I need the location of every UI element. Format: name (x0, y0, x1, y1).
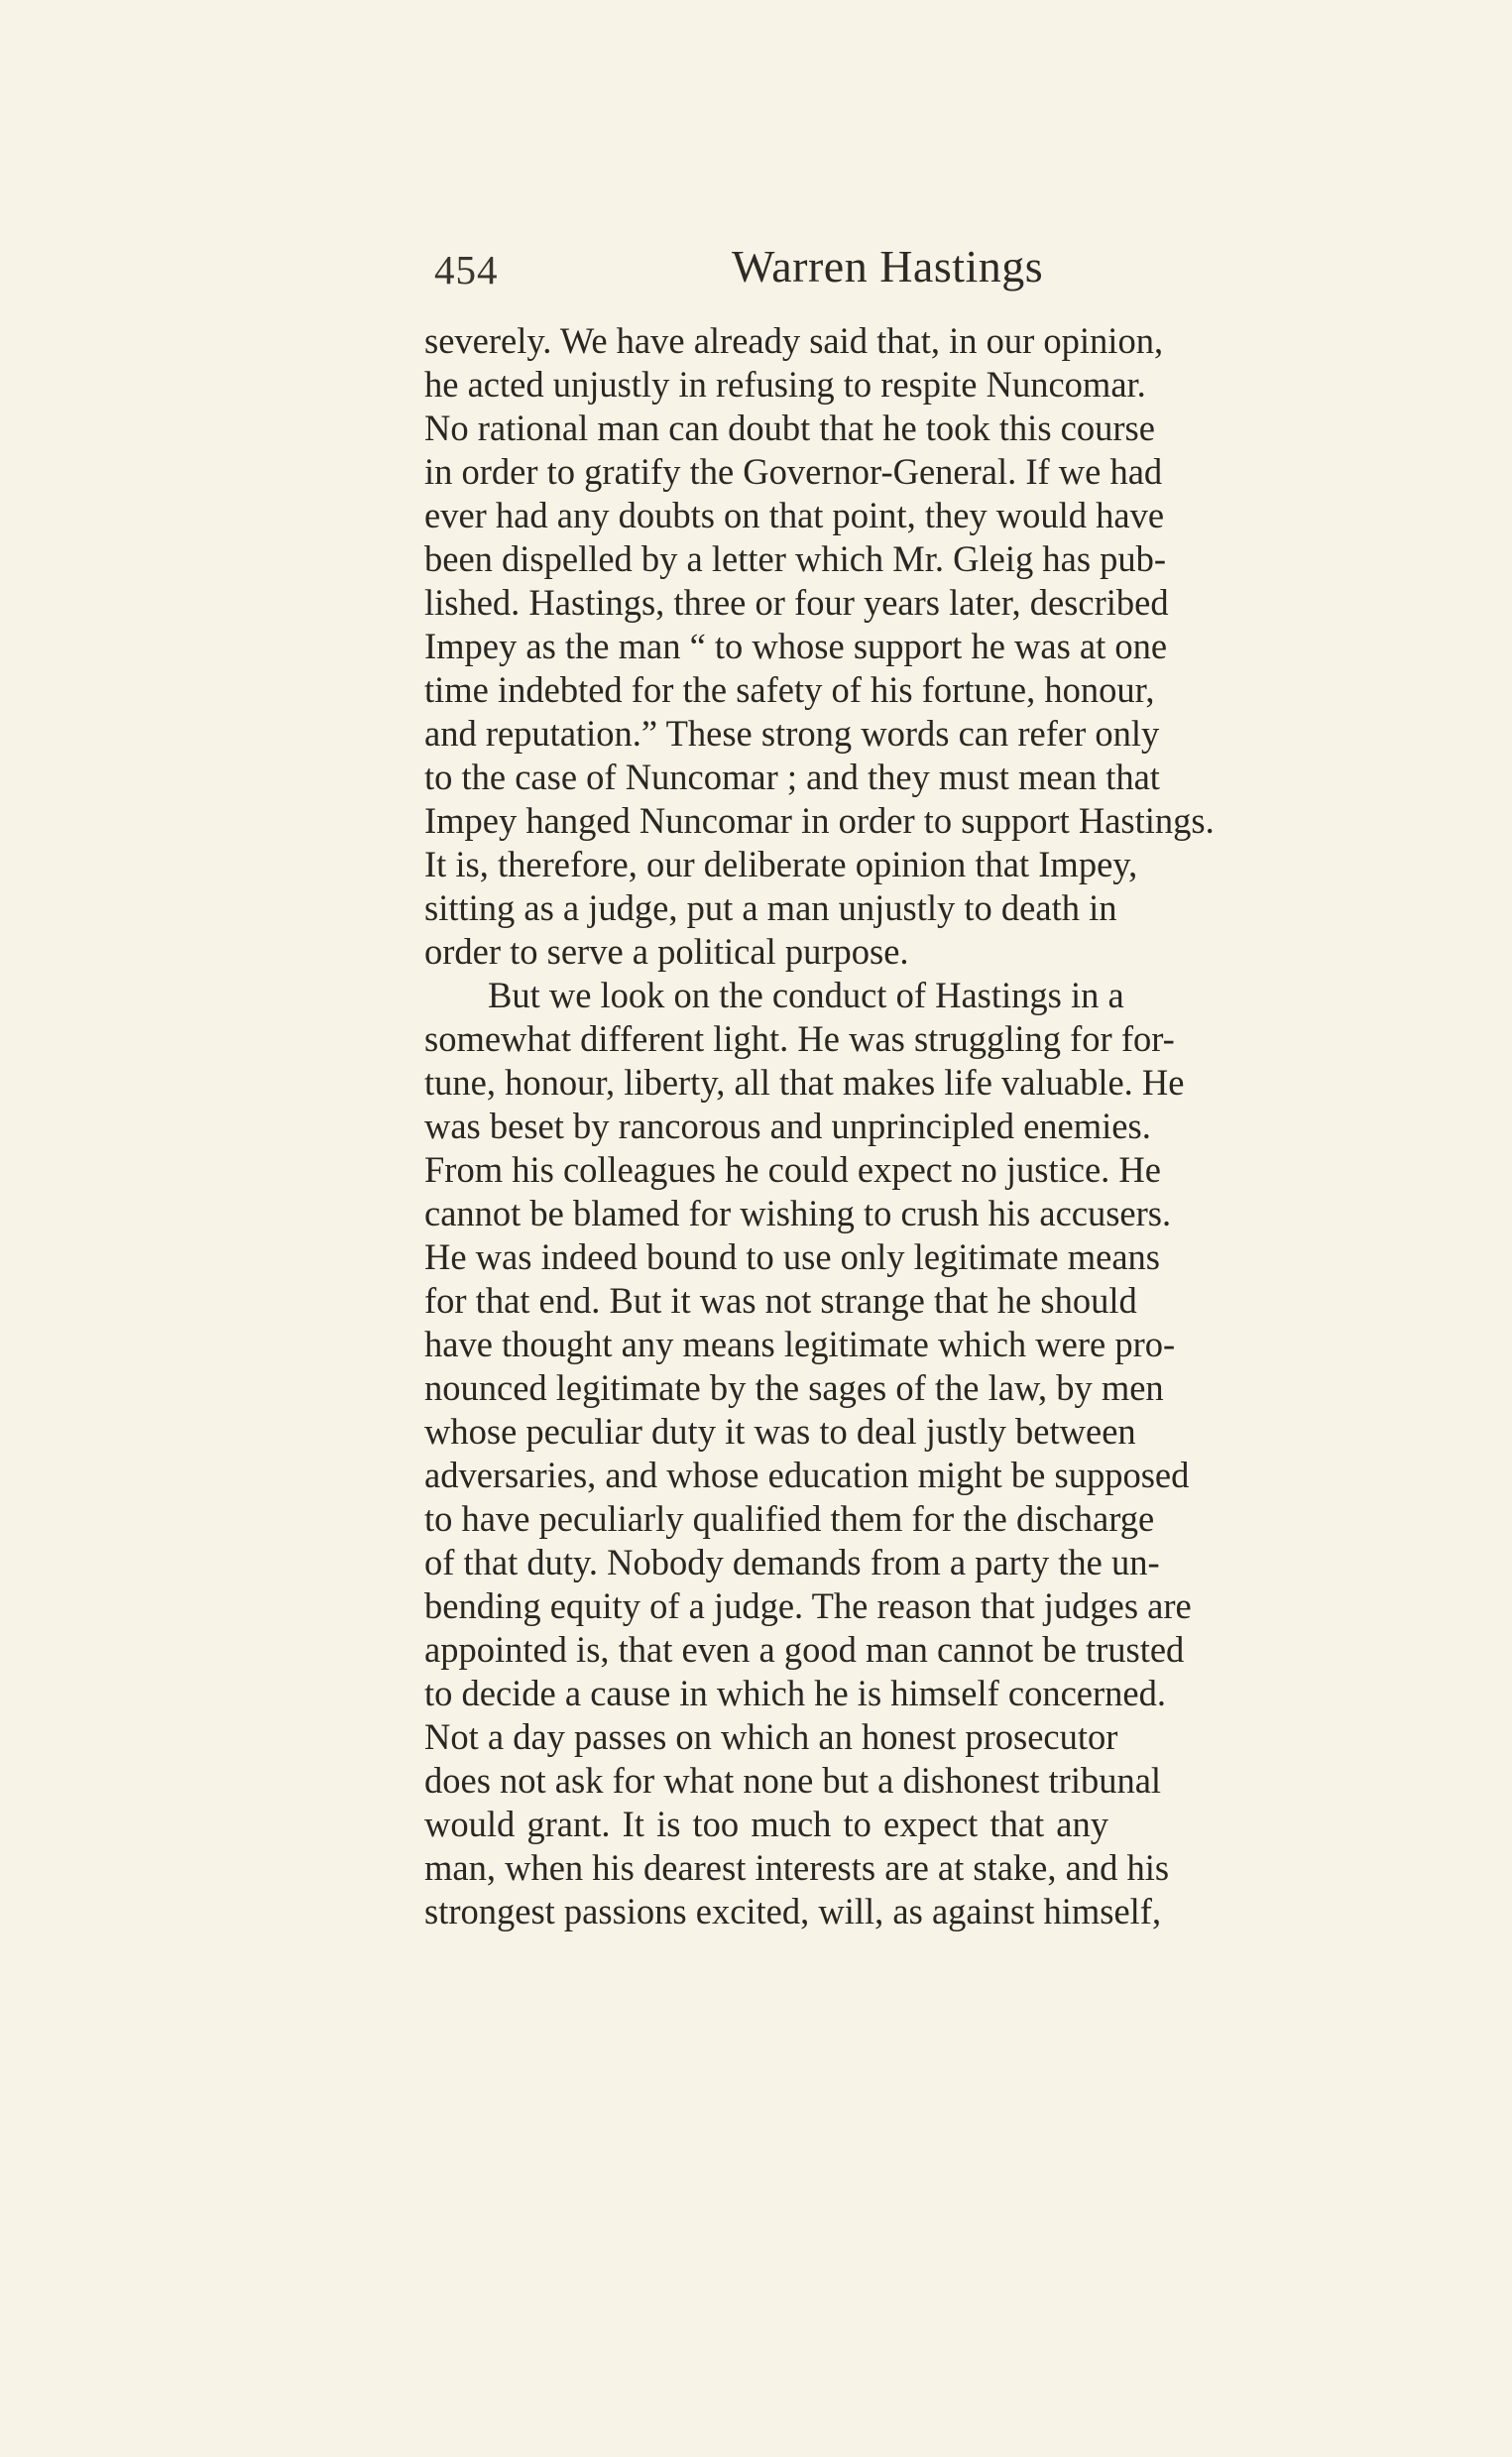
text-line: lished. Hastings, three or four years later, described (424, 582, 1169, 623)
text-line: From his colleagues he could expect no justice. He (424, 1149, 1161, 1190)
text-line: severely. We have already said that, in our opinion, (424, 320, 1164, 361)
text-line: and reputation.” These strong words can refer only (424, 713, 1160, 754)
text-line: time indebted for the safety of his fortune, honour, (424, 669, 1155, 710)
text-line: whose peculiar duty it was to deal justly between (424, 1411, 1136, 1452)
text-line: order to serve a political purpose. (424, 931, 909, 972)
text-line: of that duty. Nobody demands from a party the un- (424, 1542, 1160, 1582)
text-line: appointed is, that even a good man cannot be trusted (424, 1629, 1185, 1670)
text-line: nounced legitimate by the sages of the law, by men (424, 1367, 1164, 1408)
text-line: for that end. But it was not strange that he should (424, 1280, 1137, 1321)
text-line: Impey as the man “ to whose support he was at one (424, 626, 1168, 666)
text-line: Not a day passes on which an honest prosecutor (424, 1716, 1118, 1757)
text-line: in order to gratify the Governor-General. If we had (424, 451, 1163, 492)
text-line: would grant. It is too much to expect that any (424, 1804, 1108, 1844)
text-line: does not ask for what none but a dishonest tribunal (424, 1760, 1162, 1801)
text-line: But we look on the conduct of Hastings in a (488, 975, 1124, 1015)
text-line: strongest passions excited, will, as against himself, (424, 1891, 1162, 1931)
running-head (424, 230, 1108, 299)
text-line: to have peculiarly qualified them for the discharge (424, 1498, 1155, 1539)
text-line: man, when his dearest interests are at stake, and his (424, 1847, 1170, 1888)
running-title: Warren Hastings (732, 241, 1044, 292)
text-line: He was indeed bound to use only legitimate means (424, 1236, 1160, 1277)
page-number: 454 (434, 247, 499, 292)
text-line: It is, therefore, our deliberate opinion that Impey, (424, 844, 1138, 884)
text-line: tune, honour, liberty, all that makes life valuable. He (424, 1062, 1185, 1103)
text-line: was beset by rancorous and unprincipled enemies. (424, 1106, 1151, 1146)
text-line: No rational man can doubt that he took this course (424, 408, 1155, 448)
text-line: to the case of Nuncomar ; and they must mean that (424, 757, 1160, 797)
text-line: bending equity of a judge. The reason that judges are (424, 1585, 1192, 1626)
text-line: adversaries, and whose education might be supposed (424, 1455, 1190, 1495)
text-line: have thought any means legitimate which were pro- (424, 1324, 1176, 1364)
text-line: Impey hanged Nuncomar in order to support Hastings. (424, 800, 1215, 841)
text-line: he acted unjustly in refusing to respite Nuncomar. (424, 364, 1146, 405)
body-text (424, 319, 1215, 1933)
text-line: ever had any doubts on that point, they would have (424, 495, 1165, 535)
text-line: been dispelled by a letter which Mr. Gleig has pub- (424, 538, 1167, 579)
text-line: somewhat different light. He was struggling for for- (424, 1018, 1175, 1059)
text-line: sitting as a judge, put a man unjustly to death in (424, 887, 1117, 928)
text-line: cannot be blamed for wishing to crush his accusers. (424, 1193, 1172, 1233)
text-line: to decide a cause in which he is himself concerned. (424, 1673, 1166, 1713)
